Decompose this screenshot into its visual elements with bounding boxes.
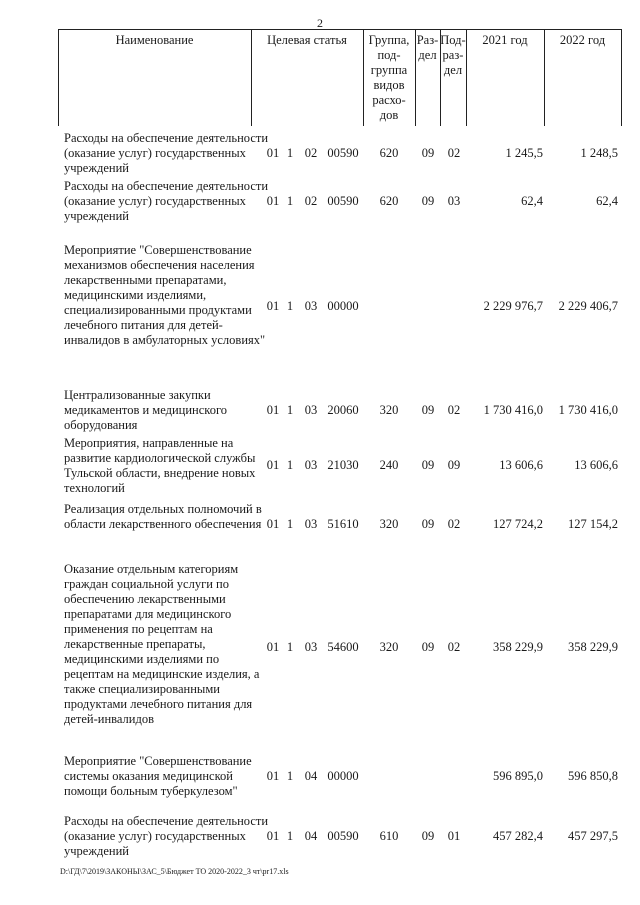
row-name: Мероприятие "Совершенствование механизмов обеспечения населения лекарственными препаратами, медицинскими изделиями, специализированными продуктами лечебного питания для детей-инвалидов в амбулаторных условиях" <box>64 243 266 347</box>
row-code-direction: 21030 <box>327 458 359 472</box>
row-code-subprogram: 1 <box>286 458 294 472</box>
row-name: Расходы на обеспечение деятельности (оказание услуг) государственных учреждений <box>64 814 269 858</box>
row-2021-amount: 457 282,4 <box>493 829 543 843</box>
table-header <box>58 29 622 126</box>
row-section: 09 <box>421 640 435 654</box>
row-code-program: 01 <box>266 146 280 160</box>
row-2022-amount: 596 850,8 <box>568 769 618 783</box>
row-code-event: 04 <box>304 829 318 843</box>
row-section: 09 <box>421 829 435 843</box>
row-code-event: 04 <box>304 769 318 783</box>
row-code-event: 03 <box>304 640 318 654</box>
row-2021-amount: 13 606,6 <box>499 458 543 472</box>
row-subsection: 02 <box>447 146 461 160</box>
row-expense-type: 320 <box>379 640 399 654</box>
header-pr: Под- раз- дел <box>440 33 466 77</box>
row-code-direction: 00590 <box>327 194 359 208</box>
row-name: Реализация отдельных полномочий в области лекарственного обеспечения <box>64 502 262 531</box>
row-code-event: 03 <box>304 458 318 472</box>
row-code-program: 01 <box>266 299 280 313</box>
row-code-subprogram: 1 <box>286 194 294 208</box>
row-expense-type: 320 <box>379 517 399 531</box>
row-code-direction: 00590 <box>327 829 359 843</box>
row-code-subprogram: 1 <box>286 299 294 313</box>
row-code-program: 01 <box>266 769 280 783</box>
row-code-direction: 00590 <box>327 146 359 160</box>
row-2022-amount: 1 730 416,0 <box>558 403 618 417</box>
row-2021-amount: 358 229,9 <box>493 640 543 654</box>
row-code-direction: 20060 <box>327 403 359 417</box>
row-code-program: 01 <box>266 458 280 472</box>
row-name: Централизованные закупки медикаментов и медицинского оборудования <box>64 388 228 432</box>
row-2021-amount: 2 229 976,7 <box>483 299 543 313</box>
row-code-event: 02 <box>304 194 318 208</box>
footer-file-path: D:\ГД\7\2019\ЗАКОНЫ\ЗАС_5\Бюджет ТО 2020-2022_3 чт\pr17.xls <box>60 867 289 876</box>
row-code-program: 01 <box>266 403 280 417</box>
header-2021: 2021 год <box>482 33 528 47</box>
row-subsection: 02 <box>447 403 461 417</box>
row-2022-amount: 2 229 406,7 <box>558 299 618 313</box>
row-code-event: 02 <box>304 146 318 160</box>
header-name: Наименование <box>115 33 194 47</box>
row-section: 09 <box>421 194 435 208</box>
row-code-event: 03 <box>304 403 318 417</box>
row-2022-amount: 1 248,5 <box>580 146 618 160</box>
row-section: 09 <box>421 403 435 417</box>
header-divider <box>363 30 364 126</box>
page-number: 2 <box>317 16 323 30</box>
header-vr: Группа, под- группа видов расхо- дов <box>368 33 410 122</box>
row-code-program: 01 <box>266 517 280 531</box>
row-2022-amount: 358 229,9 <box>568 640 618 654</box>
row-expense-type: 620 <box>379 194 399 208</box>
row-code-direction: 54600 <box>327 640 359 654</box>
row-code-event: 03 <box>304 299 318 313</box>
row-section: 09 <box>421 146 435 160</box>
row-2021-amount: 1 730 416,0 <box>483 403 543 417</box>
row-code-event: 03 <box>304 517 318 531</box>
row-code-subprogram: 1 <box>286 146 294 160</box>
row-name: Мероприятие "Совершенствование системы оказания медицинской помощи больным туберкулезом" <box>64 754 252 798</box>
row-2022-amount: 13 606,6 <box>574 458 618 472</box>
row-subsection: 03 <box>447 194 461 208</box>
row-name: Мероприятия, направленные на развитие кардиологической службы Тульской области, внедрение новых технологий <box>64 436 256 495</box>
row-subsection: 02 <box>447 517 461 531</box>
row-code-direction: 51610 <box>327 517 359 531</box>
row-code-direction: 00000 <box>327 299 359 313</box>
row-2021-amount: 127 724,2 <box>493 517 543 531</box>
header-rz: Раз- дел <box>416 33 439 62</box>
row-section: 09 <box>421 458 435 472</box>
row-2022-amount: 457 297,5 <box>568 829 618 843</box>
row-code-program: 01 <box>266 194 280 208</box>
row-2021-amount: 62,4 <box>521 194 543 208</box>
row-expense-type: 320 <box>379 403 399 417</box>
row-subsection: 09 <box>447 458 461 472</box>
row-code-subprogram: 1 <box>286 403 294 417</box>
row-expense-type: 620 <box>379 146 399 160</box>
header-target: Целевая статья <box>267 33 347 47</box>
row-name: Расходы на обеспечение деятельности (оказание услуг) государственных учреждений <box>64 179 269 223</box>
row-subsection: 02 <box>447 640 461 654</box>
row-expense-type: 240 <box>379 458 399 472</box>
header-divider <box>621 30 622 126</box>
row-name: Расходы на обеспечение деятельности (оказание услуг) государственных учреждений <box>64 131 269 175</box>
header-2022: 2022 год <box>559 33 606 47</box>
row-code-subprogram: 1 <box>286 517 294 531</box>
row-2021-amount: 596 895,0 <box>493 769 543 783</box>
row-section: 09 <box>421 517 435 531</box>
row-2022-amount: 62,4 <box>596 194 618 208</box>
row-name: Оказание отдельным категориям граждан социальной услуги по обеспечению лекарственными препаратами для медицинского применения по рецептам на лекарственные препараты, медицинскими изделиями по рецептам на медицинские изделия, а также специализированными продуктами лечебного питания для детей-инвалидов <box>64 562 260 726</box>
row-code-subprogram: 1 <box>286 769 294 783</box>
row-expense-type: 610 <box>379 829 399 843</box>
row-code-direction: 00000 <box>327 769 359 783</box>
row-2021-amount: 1 245,5 <box>505 146 543 160</box>
row-subsection: 01 <box>447 829 461 843</box>
row-2022-amount: 127 154,2 <box>568 517 618 531</box>
row-code-program: 01 <box>266 829 280 843</box>
row-code-subprogram: 1 <box>286 640 294 654</box>
row-code-program: 01 <box>266 640 280 654</box>
row-code-subprogram: 1 <box>286 829 294 843</box>
